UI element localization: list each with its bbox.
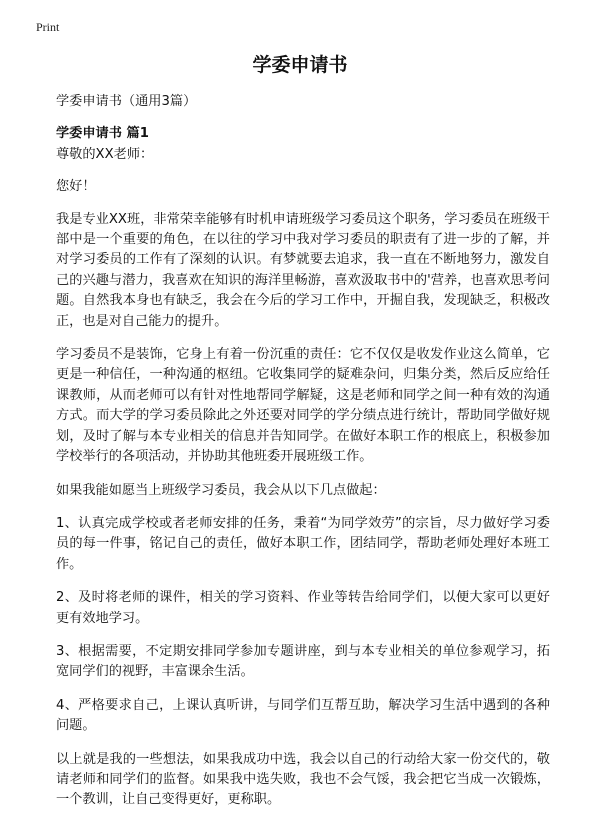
section-heading: 学委申请书 篇1 (56, 126, 149, 142)
document-body (56, 92, 550, 824)
salutation: 尊敬的XX老师： (56, 146, 154, 162)
paragraph-point-1: 1、认真完成学校或者老师安排的任务，秉着“为同学效劳”的宗旨，尽力做好学习委员的每一件事，铭记自己的责任，做好本职工作，团结同学，帮助老师处理好本班工作。 (56, 515, 550, 572)
paragraph-point-3: 3、根据需要，不定期安排同学参加专题讲座，到与本专业相关的单位参观学习，拓宽同学们的视野，丰富课余生活。 (56, 643, 550, 680)
print-link[interactable]: Print (36, 20, 60, 34)
paragraph-point-2: 2、及时将老师的课件，相关的学习资料、作业等转告给同学们，以便大家可以更好更有效地学习。 (56, 590, 550, 626)
document-title: 学委申请书 (252, 54, 348, 76)
paragraph-plan-intro: 如果我能如愿当上班级学习委员，我会从以下几点做起： (56, 482, 386, 498)
document-subtitle: 学委申请书（通用3篇） (56, 94, 197, 109)
greeting: 您好！ (56, 179, 96, 195)
paragraph-closing: 以上就是我的一些想法，如果我成功中选，我会以自己的行动给大家一份交代的，敬请老师和同学们的监督。如果我中选失败，我也不会气馁，我会把它当成一次锻炼，一个教训，让自己变得更好，更称职。 (56, 751, 550, 808)
paragraph-point-4: 4、严格要求自己，上课认真听讲，与同学们互帮互助，解决学习生活中遇到的各种问题。 (56, 697, 550, 734)
paragraph-responsibility: 学习委员不是装饰，它身上有着一份沉重的责任：它不仅仅是收发作业这么简单，它更是一种信任，一种沟通的枢纽。它收集同学的疑难杂问，归集分类，然后反应给任课教师，从而老师可以有针对性地帮同学解疑，这是老师和同学之间一种有效的沟通方式。而大学的学习委员除此之外还要对同学的学分绩点进行统计，帮助同学做好规划，及时了解与本专业相关的信息并告知同学。在做好本职工作的根底上，积极参加学校举行的各项活动，并协助其他班委开展班级工作。 (56, 347, 550, 465)
paragraph-intro: 我是专业XX班，非常荣幸能够有时机申请班级学习委员这个职务，学习委员在班级干部中是一个重要的角色，在以往的学习中我对学习委员的职责有了进一步的了解，并对学习委员的工作有了深刻的认识。有梦就要去追求，我一直在不断地努力，激发自己的兴趣与潜力，我喜欢在知识的海洋里畅游，喜欢汲取书中的'营养，也喜欢思考问题。自然我本身也有缺乏，我会在今后的学习工作中，开掘自我，发现缺乏，积极改正，也是对自己能力的提升。 (56, 211, 550, 329)
